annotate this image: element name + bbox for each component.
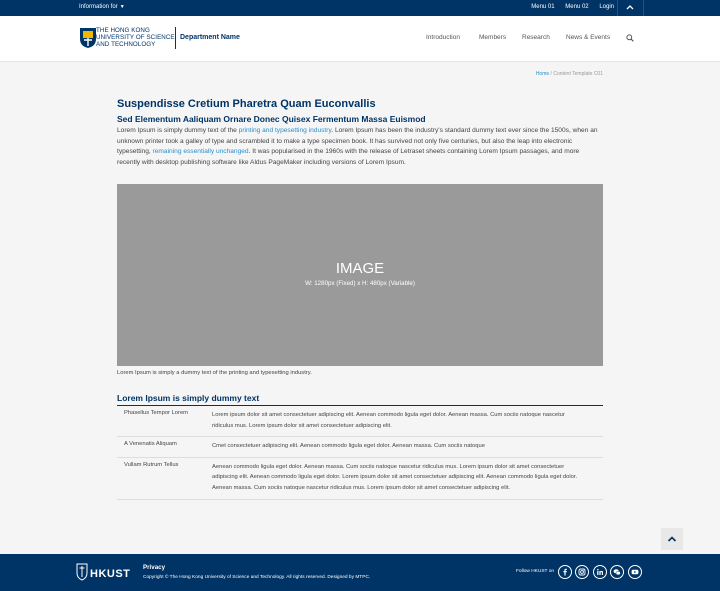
youtube-icon bbox=[631, 568, 639, 576]
site-footer bbox=[0, 554, 720, 591]
page-title: Suspendisse Cretium Pharetra Quam Euconvallis bbox=[117, 98, 376, 110]
image-caption: Lorem Ipsum is simply a dummy text of the printing and typesetting industry. bbox=[117, 370, 312, 376]
menu-02-link[interactable]: Menu 02 bbox=[565, 4, 589, 10]
table-row-value: Lorem ipsum dolor sit amet consectetuer adipiscing elit. Aenean commodo ligula eget dolor. Aenean massa. Cum sociis natoque nascetur ridiculus mus. Lorem ipsum dolor sit amet consectetuer adipiscing elit. bbox=[212, 412, 565, 429]
hkust-crest-icon[interactable] bbox=[79, 27, 97, 49]
intro-paragraph bbox=[117, 126, 603, 169]
information-for-label: Information for bbox=[79, 4, 118, 10]
inline-link-remaining[interactable]: remaining essentially unchanged bbox=[152, 148, 249, 156]
intro-text-a: Lorem Ipsum is simply dummy text of the bbox=[117, 127, 239, 134]
uni-name-line-1: THE HONG KONG bbox=[96, 27, 150, 34]
table-row-key: Vullam Rutrum Tellus bbox=[124, 461, 179, 468]
footer-brand[interactable]: HKUST bbox=[90, 568, 131, 580]
caret-down-icon: ▼ bbox=[119, 4, 125, 10]
uni-name-line-2: UNIVERSITY OF SCIENCE bbox=[96, 34, 175, 41]
wechat-button[interactable] bbox=[610, 565, 624, 579]
privacy-link[interactable]: Privacy bbox=[143, 564, 166, 571]
university-name[interactable] bbox=[96, 27, 175, 48]
youtube-button[interactable] bbox=[628, 565, 642, 579]
table-row-value: Cmet consectetuer adipiscing elit. Aenean commodo ligula eget dolor. Aenean massa. Cum sociis natoque bbox=[212, 443, 485, 450]
page-subtitle: Sed Elementum Aaliquam Ornare Donec Quisex Fermentum Massa Euismod bbox=[117, 114, 426, 124]
utility-menu bbox=[522, 4, 614, 10]
nav-research[interactable]: Research bbox=[522, 34, 550, 41]
linkedin-button[interactable] bbox=[593, 565, 607, 579]
chevron-up-icon bbox=[667, 535, 677, 542]
table-row-key: Phasellus Tempor Lorem bbox=[124, 410, 189, 416]
table-row-value: Aenean commodo ligula eget dolor. Aenean massa. Cum sociis natoque nascetur ridiculus mus. Lorem ipsum dolor sit amet consectetuer adipiscing elit. Aenean commodo ligula eget dolor. Lorem ipsum dolor sit amet consectetuer adipiscing elit. Aenean commodo ligula eget dolor. Aenean massa. Cum sociis natoque nascetur ridiculus mus. Lorem ipsum dolor sit amet consectetuer adipiscing elit. bbox=[212, 463, 578, 491]
hkust-crest-icon[interactable] bbox=[76, 563, 88, 581]
collapse-topbar-button[interactable] bbox=[617, 0, 644, 16]
copyright-text: Copyright © The Hong Kong University of Science and Technology. All rights reserved. Designed by MTPC. bbox=[143, 575, 371, 580]
table-row bbox=[117, 406, 603, 437]
department-name[interactable]: Department Name bbox=[180, 34, 240, 41]
breadcrumb-home[interactable]: Home bbox=[535, 71, 550, 77]
breadcrumb-separator: / bbox=[550, 71, 552, 77]
chevron-up-icon bbox=[626, 4, 634, 10]
uni-name-line-3: AND TECHNOLOGY bbox=[96, 41, 156, 48]
facebook-icon bbox=[561, 568, 569, 576]
inline-link-printing[interactable]: printing and typesetting industry bbox=[238, 127, 332, 134]
image-placeholder-label: IMAGE bbox=[335, 260, 385, 277]
instagram-button[interactable] bbox=[575, 565, 589, 579]
table-row bbox=[117, 437, 603, 458]
table-row-key: A Venenatis Aliquam bbox=[124, 441, 177, 448]
image-placeholder bbox=[117, 184, 603, 366]
information-for-dropdown[interactable] bbox=[79, 4, 125, 10]
facebook-button[interactable] bbox=[558, 565, 572, 579]
image-placeholder-dimensions: W: 1280px (Fixed) x H: 480px (Variable) bbox=[305, 280, 415, 287]
intro-text-c: . It was popularised in the 1960s with the release of Letraset sheets containing Lorem Ipsum passages, and more recently with desktop publishing software like Aldus PageMaker including versions of Lorem Ipsum. bbox=[117, 148, 580, 167]
nav-introduction[interactable]: Introduction bbox=[426, 34, 460, 41]
intro-text-b: . Lorem Ipsum has been the industry's standard dummy text ever since the 1500s, when an unknown printer took a galley of type and scrambled it to make a type specimen book. It has survived not only five centuries, but also the leap into electronic typesetting, bbox=[117, 127, 598, 156]
section-title: Lorem Ipsum is simply dummy text bbox=[117, 393, 260, 403]
instagram-icon bbox=[578, 568, 586, 576]
follow-label: Follow HKUST on bbox=[516, 569, 555, 574]
table-row bbox=[117, 458, 603, 500]
linkedin-icon bbox=[596, 568, 604, 576]
site-header bbox=[0, 16, 720, 62]
breadcrumb bbox=[536, 71, 603, 77]
breadcrumb-current: Content Template C01 bbox=[553, 71, 603, 77]
wechat-icon bbox=[613, 568, 621, 576]
back-to-top-button[interactable] bbox=[661, 528, 683, 550]
top-utility-bar bbox=[0, 0, 720, 16]
nav-members[interactable]: Members bbox=[479, 34, 507, 41]
menu-01-link[interactable]: Menu 01 bbox=[531, 4, 555, 10]
info-table bbox=[117, 406, 603, 500]
search-icon[interactable] bbox=[626, 34, 634, 42]
login-link[interactable]: Login bbox=[599, 4, 614, 10]
header-divider bbox=[175, 27, 176, 49]
nav-news-events[interactable]: News & Events bbox=[566, 34, 611, 41]
